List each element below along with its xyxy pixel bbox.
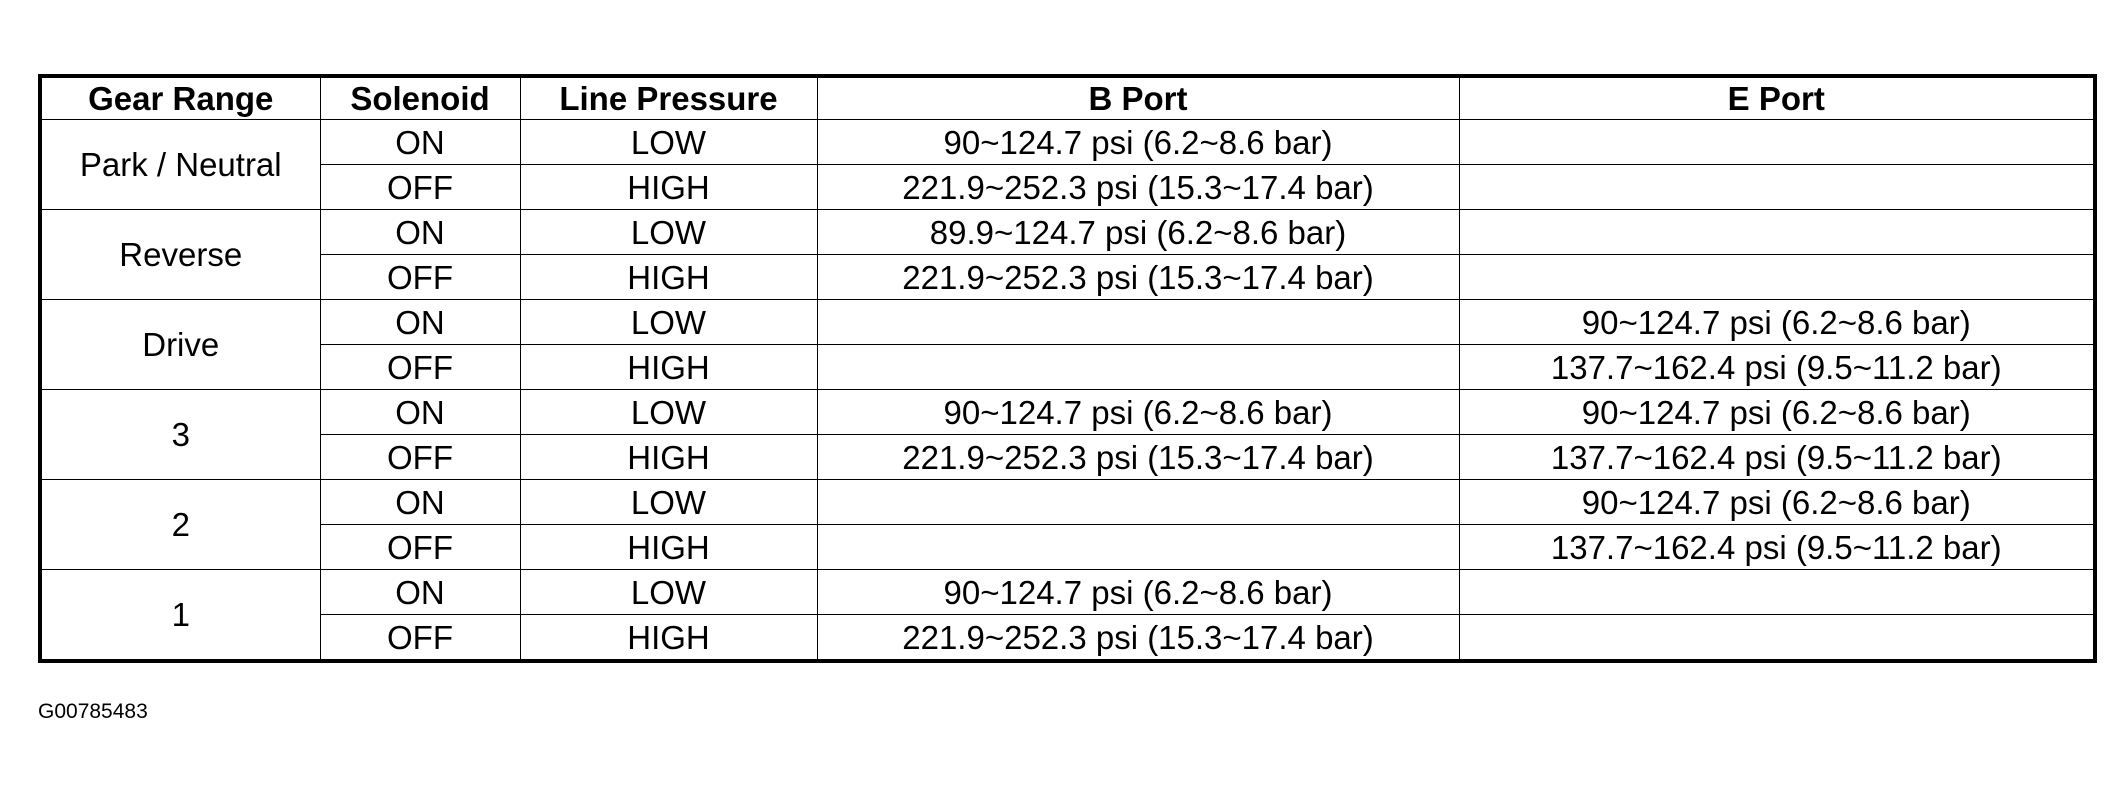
table-row — [40, 300, 2095, 345]
solenoid-cell: ON — [320, 570, 520, 615]
header-b-port: B Port — [817, 76, 1459, 120]
header-solenoid: Solenoid — [320, 76, 520, 120]
line-pressure-cell: HIGH — [520, 435, 817, 480]
solenoid-cell: OFF — [320, 615, 520, 662]
solenoid-cell: OFF — [320, 345, 520, 390]
b-port-cell: 221.9~252.3 psi (15.3~17.4 bar) — [817, 255, 1459, 300]
solenoid-cell: OFF — [320, 435, 520, 480]
solenoid-cell: ON — [320, 120, 520, 165]
table-row — [40, 210, 2095, 255]
line-pressure-cell: LOW — [520, 480, 817, 525]
table-row — [40, 165, 2095, 210]
e-port-cell: 90~124.7 psi (6.2~8.6 bar) — [1459, 300, 2095, 345]
b-port-cell — [817, 345, 1459, 390]
b-port-cell: 221.9~252.3 psi (15.3~17.4 bar) — [817, 615, 1459, 662]
gear-range-cell: Park / Neutral — [40, 120, 320, 210]
solenoid-cell: ON — [320, 480, 520, 525]
e-port-cell: 137.7~162.4 psi (9.5~11.2 bar) — [1459, 435, 2095, 480]
e-port-cell: 90~124.7 psi (6.2~8.6 bar) — [1459, 480, 2095, 525]
e-port-cell — [1459, 255, 2095, 300]
e-port-cell: 137.7~162.4 psi (9.5~11.2 bar) — [1459, 525, 2095, 570]
e-port-cell: 90~124.7 psi (6.2~8.6 bar) — [1459, 390, 2095, 435]
line-pressure-cell: LOW — [520, 570, 817, 615]
gear-range-cell: 2 — [40, 480, 320, 570]
gear-range-cell: Reverse — [40, 210, 320, 300]
header-gear-range: Gear Range — [40, 76, 320, 120]
header-line-pressure: Line Pressure — [520, 76, 817, 120]
b-port-cell — [817, 480, 1459, 525]
b-port-cell: 221.9~252.3 psi (15.3~17.4 bar) — [817, 435, 1459, 480]
table-row — [40, 390, 2095, 435]
table-row — [40, 525, 2095, 570]
solenoid-cell: OFF — [320, 525, 520, 570]
line-pressure-cell: HIGH — [520, 255, 817, 300]
b-port-cell — [817, 525, 1459, 570]
pressure-table-container — [38, 74, 2097, 663]
b-port-cell: 221.9~252.3 psi (15.3~17.4 bar) — [817, 165, 1459, 210]
line-pressure-table — [38, 74, 2097, 663]
gear-range-cell: 3 — [40, 390, 320, 480]
table-row — [40, 120, 2095, 165]
line-pressure-cell: LOW — [520, 390, 817, 435]
table-row — [40, 570, 2095, 615]
figure-id-label: G00785483 — [38, 700, 148, 723]
e-port-cell — [1459, 120, 2095, 165]
e-port-cell: 137.7~162.4 psi (9.5~11.2 bar) — [1459, 345, 2095, 390]
solenoid-cell: OFF — [320, 255, 520, 300]
solenoid-cell: ON — [320, 210, 520, 255]
table-row — [40, 435, 2095, 480]
solenoid-cell: ON — [320, 300, 520, 345]
solenoid-cell: ON — [320, 390, 520, 435]
b-port-cell: 90~124.7 psi (6.2~8.6 bar) — [817, 570, 1459, 615]
e-port-cell — [1459, 570, 2095, 615]
line-pressure-cell: HIGH — [520, 615, 817, 662]
gear-range-cell: Drive — [40, 300, 320, 390]
table-row — [40, 480, 2095, 525]
line-pressure-cell: LOW — [520, 210, 817, 255]
b-port-cell — [817, 300, 1459, 345]
line-pressure-cell: LOW — [520, 300, 817, 345]
e-port-cell — [1459, 210, 2095, 255]
line-pressure-cell: HIGH — [520, 345, 817, 390]
solenoid-cell: OFF — [320, 165, 520, 210]
line-pressure-cell: HIGH — [520, 165, 817, 210]
table-row — [40, 255, 2095, 300]
e-port-cell — [1459, 615, 2095, 662]
header-e-port: E Port — [1459, 76, 2095, 120]
line-pressure-cell: HIGH — [520, 525, 817, 570]
gear-range-cell: 1 — [40, 570, 320, 662]
b-port-cell: 90~124.7 psi (6.2~8.6 bar) — [817, 390, 1459, 435]
line-pressure-cell: LOW — [520, 120, 817, 165]
table-row — [40, 345, 2095, 390]
b-port-cell: 89.9~124.7 psi (6.2~8.6 bar) — [817, 210, 1459, 255]
b-port-cell: 90~124.7 psi (6.2~8.6 bar) — [817, 120, 1459, 165]
e-port-cell — [1459, 165, 2095, 210]
table-header-row — [40, 76, 2095, 120]
table-row — [40, 615, 2095, 662]
